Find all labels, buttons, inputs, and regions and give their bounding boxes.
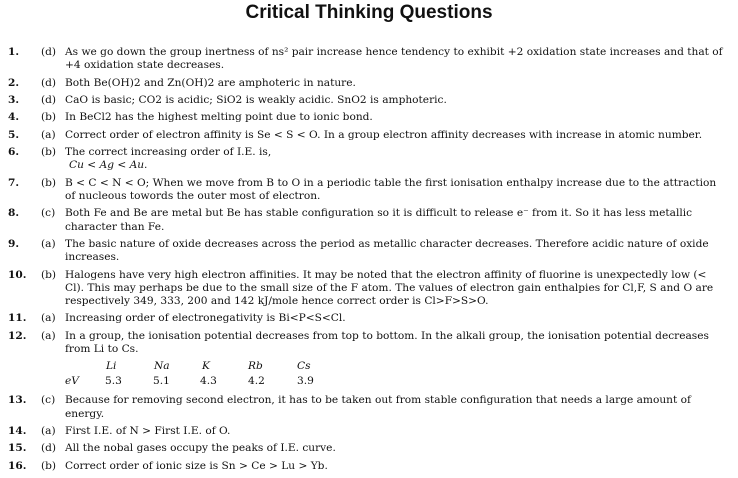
answer-item-1: [0, 46, 738, 72]
explanation-text: Increasing order of electronegativity is Bi<P<S<Cl.: [65, 312, 346, 325]
question-number: 6.: [8, 146, 20, 159]
ie-value: 5.1: [153, 375, 170, 388]
question-number: 14.: [8, 424, 27, 437]
ie-value: 5.3: [105, 375, 122, 388]
explanation-text: As we go down the group inertness of ns² pair increase hence tendency to exhibit +2 oxidation state increases and that of +4 oxidation state decreases.: [65, 46, 723, 72]
ie-value: 3.9: [297, 375, 314, 388]
element-label: Na: [154, 360, 170, 373]
answer-item-14: [0, 425, 738, 438]
page-title: Critical Thinking Questions: [245, 2, 493, 23]
explanation-text: In BeCl2 has the highest melting point due to ionic bond.: [65, 111, 373, 124]
explanation-text: Both Be(OH)2 and Zn(OH)2 are amphoteric in nature.: [65, 76, 356, 89]
explanation-text: CaO is basic; CO2 is acidic; SiO2 is weakly acidic. SnO2 is amphoteric.: [65, 93, 447, 106]
answer-option: (d): [41, 442, 57, 455]
answer-item-2: [0, 77, 738, 90]
answer-option: (a): [41, 128, 56, 141]
explanation-text: Both Fe and Be are metal but Be has stable configuration so it is difficult to release e⁻ from it. So it has less metallic character than Fe.: [65, 207, 693, 233]
answer-option: (a): [41, 329, 56, 342]
element-label: Rb: [248, 360, 263, 373]
answer-item-7: [0, 177, 738, 203]
question-number: 16.: [8, 459, 27, 472]
answer-option: (a): [41, 312, 56, 325]
answer-item-3: [0, 94, 738, 107]
answer-item-4: [0, 111, 738, 124]
explanation-text: Correct order of ionic size is Sn > Ce > Lu > Yb.: [65, 459, 328, 472]
explanation-text: The correct increasing order of I.E. is,: [65, 146, 272, 159]
ionisation-energy-table: [65, 360, 738, 390]
explanation-text: In a group, the ionisation potential decreases from top to bottom. In the alkali group, the ionisation potential decreases from Li to Cs.: [65, 329, 709, 355]
element-label: Cs: [297, 360, 311, 373]
answer-item-9: [0, 238, 738, 264]
ie-order-expression: Cu < Ag < Au.: [69, 159, 148, 172]
answer-option: (b): [41, 111, 57, 124]
explanation-text: Correct order of electron affinity is Se < S < O. In a group electron affinity decreases with increase in atomic number.: [65, 128, 703, 141]
answer-option: (b): [41, 268, 57, 281]
question-number: 15.: [8, 442, 27, 455]
question-number: 11.: [8, 312, 27, 325]
explanation-text: B < C < N < O; When we move from B to O in a periodic table the first ionisation enthalpy increase due to the attraction of nucleous towords the outer most of electron.: [65, 176, 717, 202]
ie-value: 4.2: [248, 375, 265, 388]
question-number: 1.: [8, 46, 20, 58]
element-label: Li: [106, 360, 117, 373]
answer-option: (b): [41, 146, 57, 159]
answer-option: (d): [41, 93, 57, 106]
answer-item-6: [0, 146, 738, 172]
answer-option: (d): [41, 46, 57, 58]
answer-item-13: [0, 394, 738, 420]
explanation-text: First I.E. of N > First I.E. of O.: [65, 424, 231, 437]
answer-item-12: [0, 330, 738, 356]
unit-label: eV: [65, 375, 79, 388]
answer-option: (c): [41, 394, 56, 407]
question-number: 7.: [8, 176, 20, 189]
answer-item-16: [0, 460, 738, 473]
answer-item-15: [0, 442, 738, 455]
answer-item-5: [0, 129, 738, 142]
answer-option: (b): [41, 459, 57, 472]
explanation-text: All the nobal gases occupy the peaks of I.E. curve.: [65, 442, 336, 455]
answer-option: (d): [41, 76, 57, 89]
answer-list: [0, 46, 738, 473]
answer-option: (b): [41, 176, 57, 189]
explanation-text: The basic nature of oxide decreases across the period as metallic character decreases. Therefore acidic nature of oxide increases.: [65, 237, 709, 264]
question-number: 12.: [8, 329, 27, 342]
question-number: 5.: [8, 128, 20, 141]
answer-item-11: [0, 312, 738, 325]
answer-item-10: [0, 269, 738, 309]
question-number: 10.: [8, 268, 27, 281]
answer-option: (c): [41, 207, 56, 220]
element-label: K: [202, 360, 210, 373]
question-number: 3.: [8, 93, 20, 106]
explanation-text: Halogens have very high electron affinities. It may be noted that the electron affinity of fluorine is unexpectedly low (< Cl). This may perhaps be due to the small size of the F atom. The values of electron gain enthalpies for Cl,F, S and O are respectively 349, 333, 200 and 142 kJ/mole hence correct order is Cl>F>S>O.: [65, 268, 714, 307]
question-number: 13.: [8, 394, 27, 407]
question-number: 9.: [8, 237, 20, 250]
answer-option: (a): [41, 424, 56, 437]
question-number: 2.: [8, 76, 20, 89]
explanation-text: Because for removing second electron, it has to be taken out from stable configuration that needs a large amount of energy.: [65, 394, 691, 420]
answer-option: (a): [41, 237, 56, 250]
question-number: 4.: [8, 111, 20, 124]
question-number: 8.: [8, 207, 20, 220]
ie-value: 4.3: [200, 375, 217, 388]
answer-item-8: [0, 207, 738, 233]
